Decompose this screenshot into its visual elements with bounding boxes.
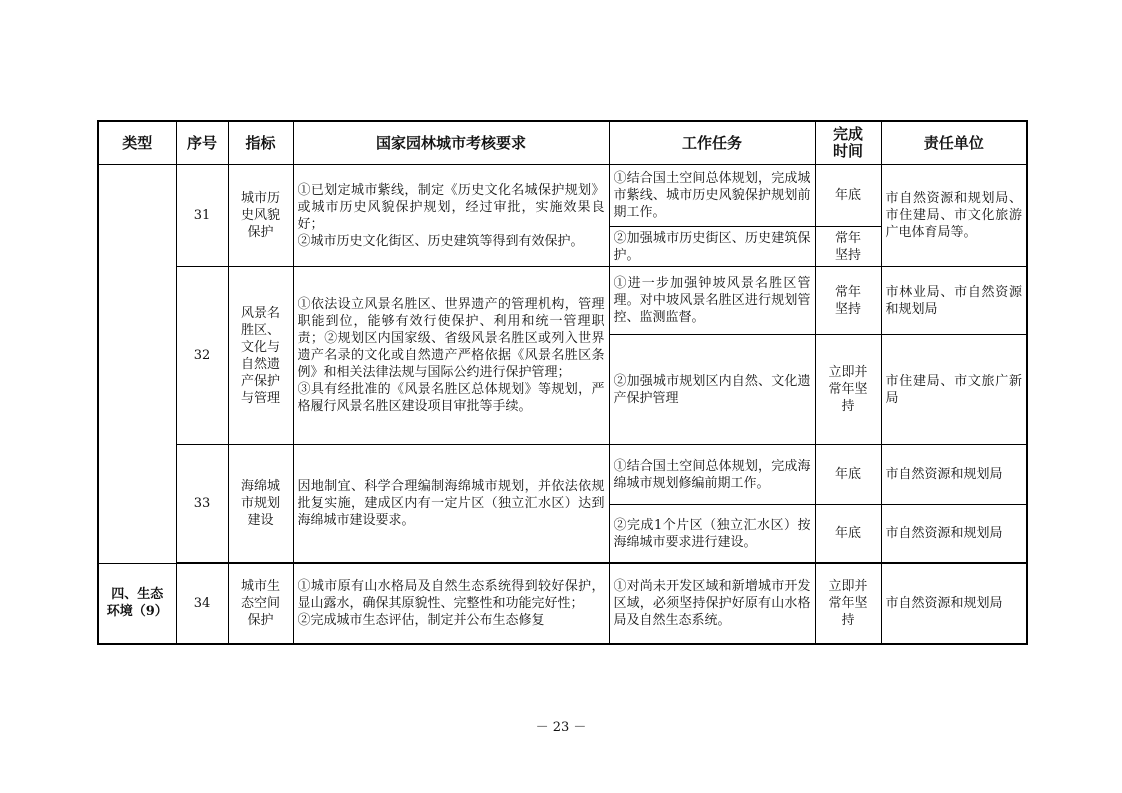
unit-cell: 市林业局、市自然资源和规划局 [881, 267, 1027, 335]
unit-cell: 市自然资源和规划局 [881, 445, 1027, 505]
task-cell: ①结合国土空间总体规划，完成城市紫线、城市历史风貌保护规划前期工作。 [609, 165, 815, 227]
task-cell: ②加强城市规划区内自然、文化遗产保护管理 [609, 335, 815, 445]
table-row [98, 564, 1027, 644]
time-cell: 年底 [815, 505, 881, 563]
row-number: 32 [176, 267, 228, 445]
indicator-cell: 城市历 史风貌 保护 [228, 165, 293, 267]
unit-cell: 市自然资源和规划局 [881, 564, 1027, 644]
indicator-cell: 海绵城 市规划 建设 [228, 445, 293, 563]
header-responsible-unit: 责任单位 [881, 121, 1027, 165]
header-number: 序号 [176, 121, 228, 165]
table-header-row [98, 121, 1027, 165]
time-cell: 立即并 常年坚 持 [815, 335, 881, 445]
requirement-cell: ①已划定城市紫线，制定《历史文化名城保护规划》或城市历史风貌保护规划，经过审批，实施效果良好； ②城市历史文化街区、历史建筑等得到有效保护。 [293, 165, 609, 267]
header-type: 类型 [98, 121, 176, 165]
row-number: 33 [176, 445, 228, 563]
time-cell: 常年 坚持 [815, 227, 881, 267]
header-task: 工作任务 [609, 121, 815, 165]
indicator-cell: 城市生 态空间 保护 [228, 564, 293, 644]
table-row [98, 267, 1027, 335]
requirement-cell: ①依法设立风景名胜区、世界遗产的管理机构，管理职能到位，能够有效行使保护、利用和统一管理职责；②规划区内国家级、省级风景名胜区或列入世界遗产名录的文化或自然遗产严格依据《风景名胜区条例》和相关法律法规与国际公约进行保护管理； ③具有经批准的《风景名胜区总体规划》等规划，严格履行风景名胜区建设项目审批等手续。 [293, 267, 609, 445]
requirement-cell: 因地制宜、科学合理编制海绵城市规划，并依法依规批复实施，建成区内有一定片区（独立汇水区）达到海绵城市建设要求。 [293, 445, 609, 563]
header-completion-time: 完成 时间 [815, 121, 881, 165]
requirement-cell: ①城市原有山水格局及自然生态系统得到较好保护，显山露水，确保其原貌性、完整性和功能完好性； ②完成城市生态评估，制定并公布生态修复 [293, 564, 609, 644]
unit-cell: 市住建局、市文旅广新局 [881, 335, 1027, 445]
time-cell: 年底 [815, 445, 881, 505]
time-cell: 立即并 常年坚 持 [815, 564, 881, 644]
task-cell: ①结合国土空间总体规划，完成海绵城市规划修编前期工作。 [609, 445, 815, 505]
page-number: － 23 － [535, 720, 587, 735]
unit-cell: 市自然资源和规划局、市住建局、市文化旅游广电体育局等。 [881, 165, 1027, 267]
type-cell-empty [98, 165, 176, 564]
task-cell: ②加强城市历史街区、历史建筑保护。 [609, 227, 815, 267]
time-cell: 年底 [815, 165, 881, 227]
time-cell: 常年 坚持 [815, 267, 881, 335]
row-number: 34 [176, 564, 228, 644]
header-requirement: 国家园林城市考核要求 [293, 121, 609, 165]
task-cell: ②完成1个片区（独立汇水区）按海绵城市要求进行建设。 [609, 505, 815, 563]
indicator-cell: 风景名 胜区、 文化与 自然遗 产保护 与管理 [228, 267, 293, 445]
task-cell: ①对尚未开发区域和新增城市开发区域，必须坚持保护好原有山水格局及自然生态系统。 [609, 564, 815, 644]
assessment-table [97, 120, 1028, 645]
type-cell-ecology: 四、生态 环境（9） [98, 564, 176, 644]
table-row [98, 165, 1027, 227]
header-indicator: 指标 [228, 121, 293, 165]
row-number: 31 [176, 165, 228, 267]
unit-cell: 市自然资源和规划局 [881, 505, 1027, 563]
table-row [98, 445, 1027, 505]
task-cell: ①进一步加强钟坡风景名胜区管理。对中坡风景名胜区进行规划管控、监测监督。 [609, 267, 815, 335]
